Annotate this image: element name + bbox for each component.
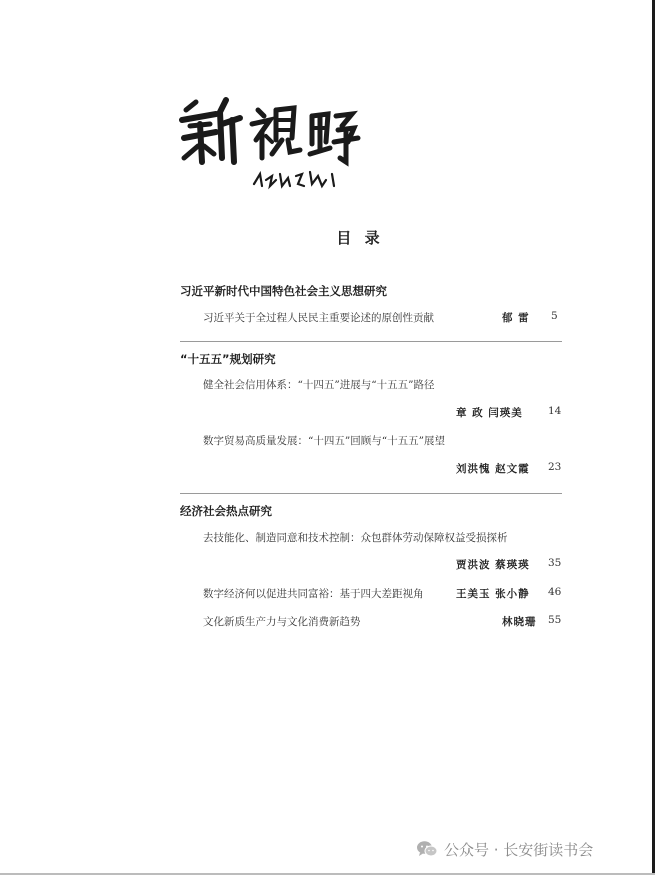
wechat-watermark [416,838,593,860]
article-authors: 贾洪波 蔡瑛瑛 [456,559,530,571]
calligraphy-logo-image [176,88,376,198]
article-authors: 刘洪愧 赵文霞 [456,463,530,475]
article-title[interactable]: 习近平关于全过程人民民主重要论述的原创性贡献 [203,312,434,324]
article-title[interactable]: 数字经济何以促进共同富裕：基于四大差距视角 [203,588,424,600]
article-page-number: 23 [548,461,562,473]
article-page-number: 5 [551,310,558,322]
section-title: 习近平新时代中国特色社会主义思想研究 [180,284,387,298]
article-page-number: 35 [548,557,562,569]
article-title[interactable]: 数字贸易高质量发展：“十四五”回顾与“十五五”展望 [203,435,445,447]
article-authors: 王美玉 张小静 [456,588,530,600]
watermark-text: 公众号 · 长安街读书会 [444,840,594,859]
article-page-number: 55 [548,614,562,626]
toc-heading: 目 录 [336,229,384,247]
article-title[interactable]: 文化新质生产力与文化消费新趋势 [203,616,361,628]
article-authors: 郁 雷 [502,312,530,324]
section-title: “十五五”规划研究 [180,352,276,366]
wechat-icon [416,840,438,858]
article-page-number: 14 [548,405,562,417]
magazine-logo [176,88,376,198]
article-page-number: 46 [548,586,562,598]
article-authors: 章 政 闫瑛美 [456,407,523,419]
section-divider [180,493,562,494]
section-divider [180,341,562,342]
article-authors: 林晓珊 [502,616,537,628]
article-title[interactable]: 去技能化、制造同意和技术控制：众包群体劳动保障权益受损探析 [203,532,508,544]
article-title[interactable]: 健全社会信用体系：“十四五”进展与“十五五”路径 [203,379,435,391]
section-title: 经济社会热点研究 [180,504,272,518]
